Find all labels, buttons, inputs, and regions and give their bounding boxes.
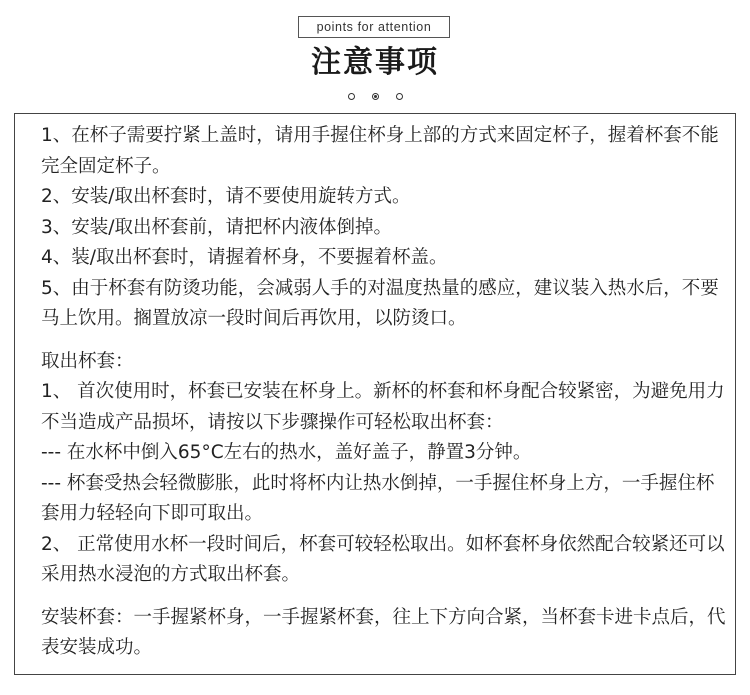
removal-heading: 取出杯套：: [41, 350, 134, 372]
notice-item-4: 4、装/取出杯套时，请握着杯身，不要握着杯盖。: [41, 247, 448, 268]
section-tag: points for attention: [298, 16, 450, 38]
spacer: [41, 591, 731, 603]
page-title: 注意事项: [311, 45, 439, 80]
removal-line-3: --- 杯套受热会轻微膨胀，此时将杯内让热水倒掉，一手握住杯身上方，一手握住杯套用力轻轻向下即可取出。: [41, 472, 715, 524]
removal-line-2: --- 在水杯中倒入65°C左右的热水，盖好盖子，静置3分钟。: [41, 442, 532, 463]
install-text: 安装杯套：一手握紧杯身，一手握紧杯套，往上下方向合紧，当杯套卡进卡点后，代表安装成功。: [41, 606, 726, 658]
notice-item-5: 5、由于杯套有防烫功能，会减弱人手的对温度热量的感应，建议装入热水后，不要马上饮用。搁置放凉一段时间后再饮用，以防烫口。: [41, 277, 719, 329]
removal-line-1: 1、 首次使用时，杯套已安装在杯身上。新杯的杯套和杯身配合较紧密，为避免用力不当造成产品损坏，请按以下步骤操作可轻松取出杯套：: [41, 381, 725, 433]
removal-line-4: 2、 正常使用水杯一段时间后，杯套可较轻松取出。如杯套杯身依然配合较紧还可以采用热水浸泡的方式取出杯套。: [41, 533, 725, 585]
pager-dot-active: [372, 93, 379, 100]
notice-content: [41, 121, 731, 664]
pager-dot: [396, 93, 403, 100]
notice-item-2: 2、安装/取出杯套时，请不要使用旋转方式。: [41, 186, 411, 207]
pager-dot: [348, 93, 355, 100]
notice-item-3: 3、安装/取出杯套前，请把杯内液体倒掉。: [41, 216, 393, 238]
pager-dots: [0, 90, 750, 102]
spacer: [41, 335, 731, 347]
notice-item-1: 1、在杯子需要拧紧上盖时，请用手握住杯身上部的方式来固定杯子，握着杯套不能完全固定杯子。: [41, 125, 719, 177]
